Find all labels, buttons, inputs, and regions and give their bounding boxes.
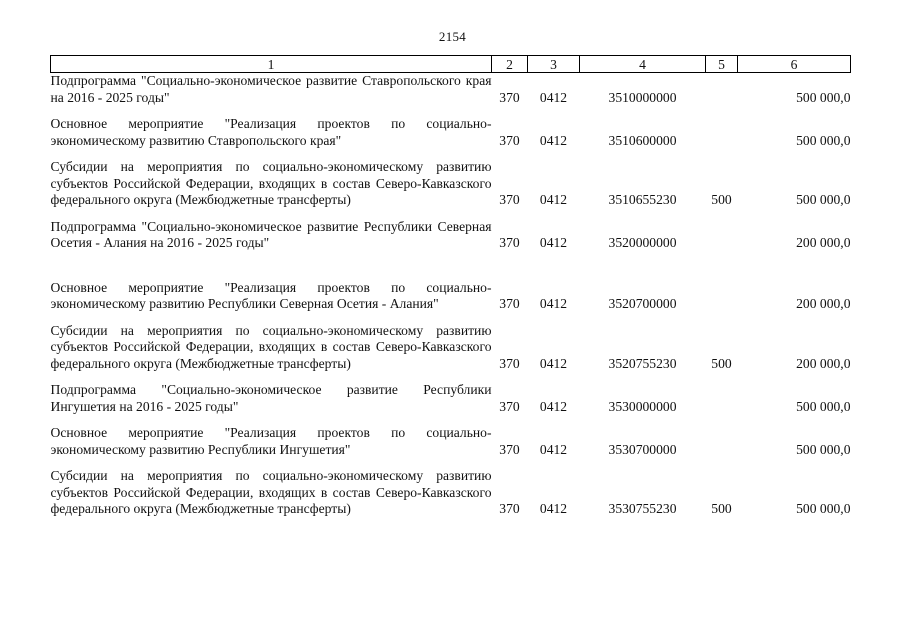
row-col-5: 500	[711, 501, 732, 516]
table-row	[51, 382, 851, 415]
row-col-5	[706, 219, 738, 252]
row-name: Основное мероприятие "Реализация проектов по социально-экономическому развитию Республики Ингушетия"	[50, 425, 492, 457]
row-col-5: 500	[711, 355, 732, 371]
row-name: Подпрограмма "Социально-экономическое развитие Республики Северная Осетия - Алания на 2016 - 2025 годы"	[50, 218, 492, 250]
row-amount: 500 000,0	[796, 501, 851, 516]
row-amount: 200 000,0	[796, 235, 851, 250]
row-col-4: 3510600000	[608, 132, 677, 148]
row-col-4: 3530000000	[608, 398, 677, 414]
row-col-3: 0412	[539, 398, 568, 414]
row-col-3: 0412	[539, 89, 568, 105]
row-col-5	[706, 73, 738, 107]
table-row	[51, 159, 851, 209]
column-header-6: 6	[738, 56, 851, 73]
column-header-3: 3	[528, 56, 580, 73]
table-row	[51, 280, 851, 313]
column-header-1: 1	[51, 56, 492, 73]
row-col-3: 0412	[539, 501, 568, 516]
row-col-2: 370	[499, 89, 520, 105]
row-amount: 200 000,0	[796, 296, 851, 311]
row-col-4: 3520755230	[608, 355, 677, 371]
row-col-2: 370	[499, 235, 520, 250]
row-name: Основное мероприятие "Реализация проектов по социально-экономическому развитию Республики Северная Осетия - Алания"	[50, 279, 492, 311]
row-amount: 200 000,0	[796, 355, 851, 371]
row-col-3: 0412	[539, 296, 568, 311]
row-col-3: 0412	[539, 441, 568, 457]
row-col-4: 3520700000	[608, 296, 677, 311]
row-col-5	[706, 280, 738, 313]
row-col-4: 3510000000	[608, 89, 677, 105]
row-col-2: 370	[499, 192, 520, 207]
row-name: Субсидии на мероприятия по социально-экономическому развитию субъектов Российской Федерации, входящих в состав Северо-Кавказского федерального округа (Межбюджетные трансферты)	[50, 468, 492, 516]
row-col-2: 370	[499, 398, 520, 414]
table-row	[51, 116, 851, 149]
row-col-2: 370	[499, 501, 520, 516]
row-amount: 500 000,0	[796, 192, 851, 207]
table-row	[51, 219, 851, 252]
row-col-2: 370	[499, 441, 520, 457]
row-col-5	[706, 116, 738, 149]
row-col-2: 370	[499, 132, 520, 148]
row-name: Субсидии на мероприятия по социально-экономическому развитию субъектов Российской Федерации, входящих в состав Северо-Кавказского федерального округа (Межбюджетные трансферты)	[50, 159, 492, 207]
row-amount: 500 000,0	[796, 441, 851, 457]
budget-table	[50, 55, 851, 518]
row-col-3: 0412	[539, 355, 568, 371]
row-col-3: 0412	[539, 192, 568, 207]
table-row	[51, 468, 851, 518]
row-col-4: 3510655230	[608, 192, 677, 207]
column-header-5: 5	[706, 56, 738, 73]
row-col-4: 3530700000	[608, 441, 677, 457]
row-name: Подпрограмма "Социально-экономическое развитие Республики Ингушетия на 2016 - 2025 годы"	[50, 382, 492, 414]
table-row	[51, 323, 851, 373]
row-name: Подпрограмма "Социально-экономическое развитие Ставропольского края на 2016 - 2025 годы"	[50, 73, 492, 105]
row-col-3: 0412	[539, 235, 568, 250]
row-col-2: 370	[499, 296, 520, 311]
row-name: Основное мероприятие "Реализация проектов по социально-экономическому развитию Ставропольского края"	[50, 116, 492, 148]
row-col-5: 500	[711, 192, 732, 207]
row-amount: 500 000,0	[796, 89, 851, 105]
row-amount: 500 000,0	[796, 398, 851, 414]
table-row	[51, 73, 851, 107]
page-number: 2154	[438, 29, 467, 44]
row-col-2: 370	[499, 355, 520, 371]
row-col-4: 3530755230	[608, 501, 677, 516]
table-header-row	[51, 56, 851, 73]
row-amount: 500 000,0	[796, 132, 851, 148]
row-col-3: 0412	[539, 132, 568, 148]
row-name: Субсидии на мероприятия по социально-экономическому развитию субъектов Российской Федерации, входящих в состав Северо-Кавказского федерального округа (Межбюджетные трансферты)	[50, 322, 492, 371]
row-col-4: 3520000000	[608, 235, 677, 250]
column-header-4: 4	[580, 56, 706, 73]
row-col-5	[706, 425, 738, 458]
column-header-2: 2	[492, 56, 528, 73]
table-row	[51, 425, 851, 458]
row-col-5	[706, 382, 738, 415]
